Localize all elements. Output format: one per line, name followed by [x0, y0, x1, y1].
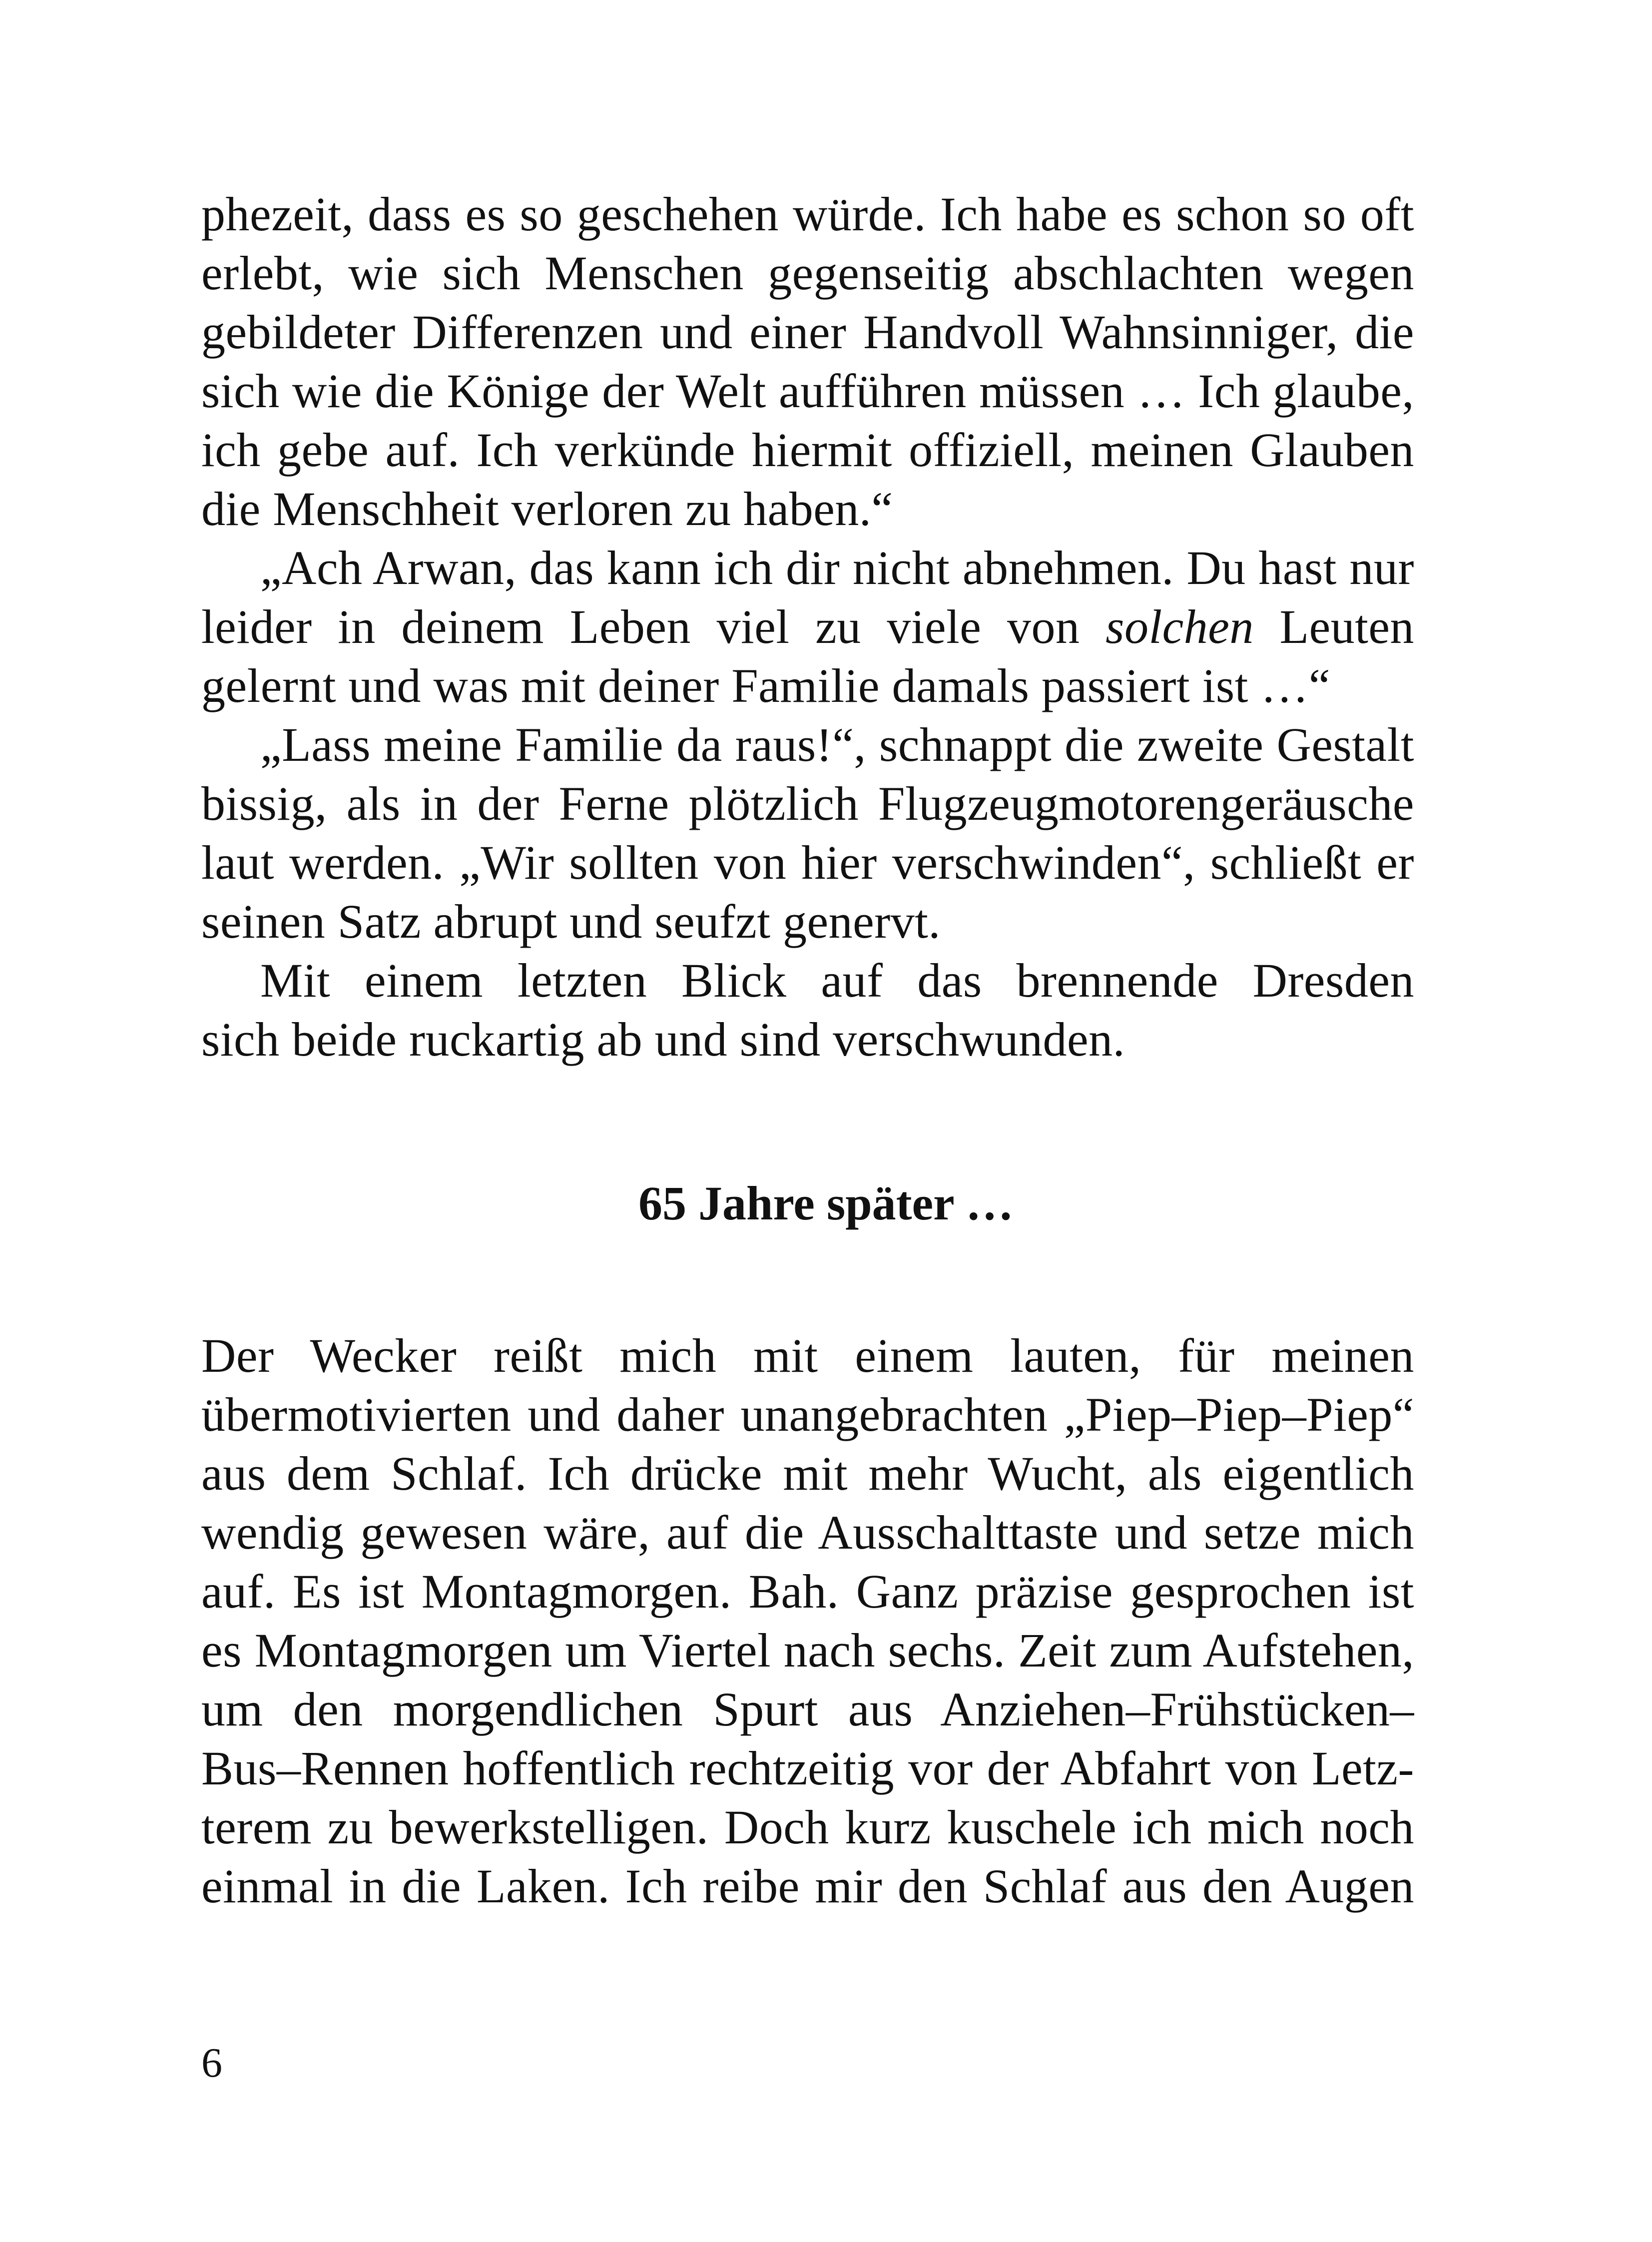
top-text-block: [201, 185, 1414, 1069]
text-line: sich beide ruckartig ab und sind verschwunden.: [201, 1013, 1125, 1066]
text-line: sich wie die Könige der Welt aufführen müssen … Ich glaube,: [201, 364, 1414, 418]
text-run: leider in deinem Leben viel zu viele von: [201, 600, 1106, 653]
text-line: einmal in die Laken. Ich reibe mir den Schlaf aus den Augen: [201, 1859, 1414, 1913]
text-line: um den morgendlichen Spurt aus Anziehen–Frühstücken–: [201, 1682, 1414, 1736]
text-line: aus dem Schlaf. Ich drücke mit mehr Wucht, als eigentlich: [201, 1447, 1414, 1500]
text-line: auf. Es ist Montagmorgen. Bah. Ganz präzise gesprochen ist: [201, 1565, 1414, 1618]
text-line: gelernt und was mit deiner Familie damals passiert ist …“: [201, 659, 1330, 712]
text-line: „Ach Arwan, das kann ich dir nicht abnehmen. Du hast nur: [260, 541, 1414, 594]
text-line: Bus–Rennen hoffentlich rechtzeitig vor der Abfahrt von Letz-: [201, 1741, 1414, 1795]
text-line: Der Wecker reißt mich mit einem lauten, für meinen: [201, 1329, 1414, 1382]
bottom-text-block: [201, 1326, 1414, 1916]
text-line: ich gebe auf. Ich verkünde hiermit offiziell, meinen Glauben: [201, 423, 1414, 477]
text-line: bissig, als in der Ferne plötzlich Flugzeugmotorengeräusche: [201, 777, 1414, 830]
text-run: Leuten: [1279, 600, 1414, 653]
section-heading: 65 Jahre später …: [638, 1176, 1014, 1230]
page-number: 6: [201, 2040, 222, 2086]
text-line: laut werden. „Wir sollten von hier verschwinden“, schließt er: [201, 836, 1414, 889]
text-line: erlebt, wie sich Menschen gegenseitig abschlachten wegen: [201, 246, 1414, 300]
italic-word: solchen: [1105, 600, 1254, 653]
text-line: übermotivierten und daher unangebrachten „Piep–Piep–Piep“: [201, 1388, 1414, 1441]
text-line-with-italic: [201, 597, 1414, 656]
text-line: gebildeter Differenzen und einer Handvoll Wahnsinniger, die: [201, 305, 1414, 359]
text-line: phezeit, dass es so geschehen würde. Ich habe es schon so oft: [201, 187, 1414, 241]
text-line: es Montagmorgen um Viertel nach sechs. Zeit zum Aufstehen,: [201, 1624, 1414, 1677]
text-line: wendig gewesen wäre, auf die Ausschalttaste und setze mich: [201, 1506, 1414, 1559]
text-line: seinen Satz abrupt und seufzt genervt.: [201, 895, 941, 948]
text-line: die Menschheit verloren zu haben.“: [201, 482, 893, 536]
text-line: Mit einem letzten Blick auf das brennende Dresden: [260, 954, 1414, 1007]
text-line: „Lass meine Familie da raus!“, schnappt die zweite Gestalt: [260, 718, 1414, 771]
text-line: terem zu bewerkstelligen. Doch kurz kuschele ich mich noch: [201, 1800, 1414, 1854]
